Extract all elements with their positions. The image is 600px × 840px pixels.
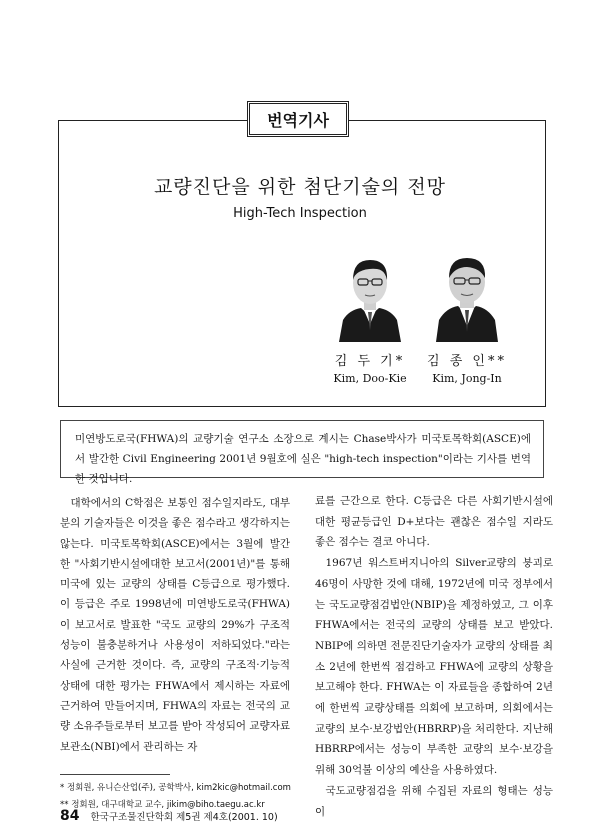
journal-citation: 한국구조물진단학회 제5권 제4호(2001. 10) [90,812,278,823]
body-paragraph: 국도교량점검을 위해 수집된 자료의 형태는 성능이 [315,784,553,818]
author-2 [422,250,512,385]
author-portrait-1 [339,250,401,342]
page-footer [60,808,360,824]
footnote-author-1: * 정회원, 유니슨산업(주), 공학박사, kim2kic@hotmail.com [60,783,291,793]
author-1 [325,250,415,385]
author-1-korean-name: 김 두 기* [334,354,406,369]
author-2-korean-name: 김 종 인** [427,354,507,369]
body-column-left [60,493,290,757]
body-paragraph: 료를 근간으로 한다. C등급은 다른 사회기반시설에 대한 평균등급인 D+보다는 괜찮은 점수일 지라도 좋은 점수는 결코 아니다. [315,495,553,549]
body-paragraph: 1967년 워스트버지니아의 Silver교량의 붕괴로 46명이 사망한 것에 대해, 1972년에 미국 정부에서는 국도교량점검법안(NBIP)을 제정하였고, 그 이후 FHWA에서는 전국의 교량의 상태를 보고 받았다. NBIP에 의하면 전문진단기술자가 교량의 상태를 최소 2년에 한번씩 점검하고 FHWA에 교량의 상황을 보고해야 한다. FHWA는 이 자료들을 종합하여 2년에 한번씩 교량상태를 의회에 보고하며, 의회에서는 교량의 보수·보강법안(HBRRP)을 처리한다. 지난해 HBRRP에서는 성능이 부족한 교량의 보수·보강을 위해 30억불 이상의 예산을 사용하였다. [315,557,553,777]
footnote-divider [60,774,170,775]
body-column-right [315,491,553,822]
footnote-author-2: ** 정회원, 대구대학교 교수, jikim@biho.taegu.ac.kr [60,800,265,810]
author-1-english-name: Kim, Doo-Kie [333,372,407,385]
body-paragraph: 대학에서의 C학점은 보통인 점수일지라도, 대부분의 기술자들은 이것을 좋은 점수라고 생각하지는 않는다. 미국토목학회(ASCE)에서는 3월에 발간한 "사회기반시설에대한 보고서(2001년)"를 통해 미국에 있는 교량의 상태를 C등급으로 평가했다. 이 등급은 주로 1998년에 미연방도로국(FHWA)이 보고서로 발표한 "국도 교량의 29%가 구조적 성능이 불충분하거나 사용성이 저하되었다."라는 사실에 근거한 것이다. 즉, 교량의 구조적·기능적 상태에 대한 평가는 FHWA에서 제시하는 자료에 근거하여 만들어지며, FHWA의 자료는 전국의 교량 소유주들로부터 보고를 받아 작성되어 교량자료보관소(NBI)에서 관리하는 자 [60,497,290,753]
article-title-english: High-Tech Inspection [233,206,367,221]
page-number: 84 [60,808,80,824]
author-2-english-name: Kim, Jong-In [432,372,502,385]
article-title-korean: 교량진단을 위한 첨단기술의 전망 [153,176,447,198]
section-tag: 번역기사 [247,101,349,137]
author-portrait-2 [436,250,498,342]
article-summary: 미연방도로국(FHWA)의 교량기술 연구소 소장으로 계시는 Chase박사가 미국토목학회(ASCE)에서 발간한 Civil Engineering 2001년 9월호에 실은 "high-tech inspection"이라는 기사를 번역한 것입니다. [60,420,544,478]
